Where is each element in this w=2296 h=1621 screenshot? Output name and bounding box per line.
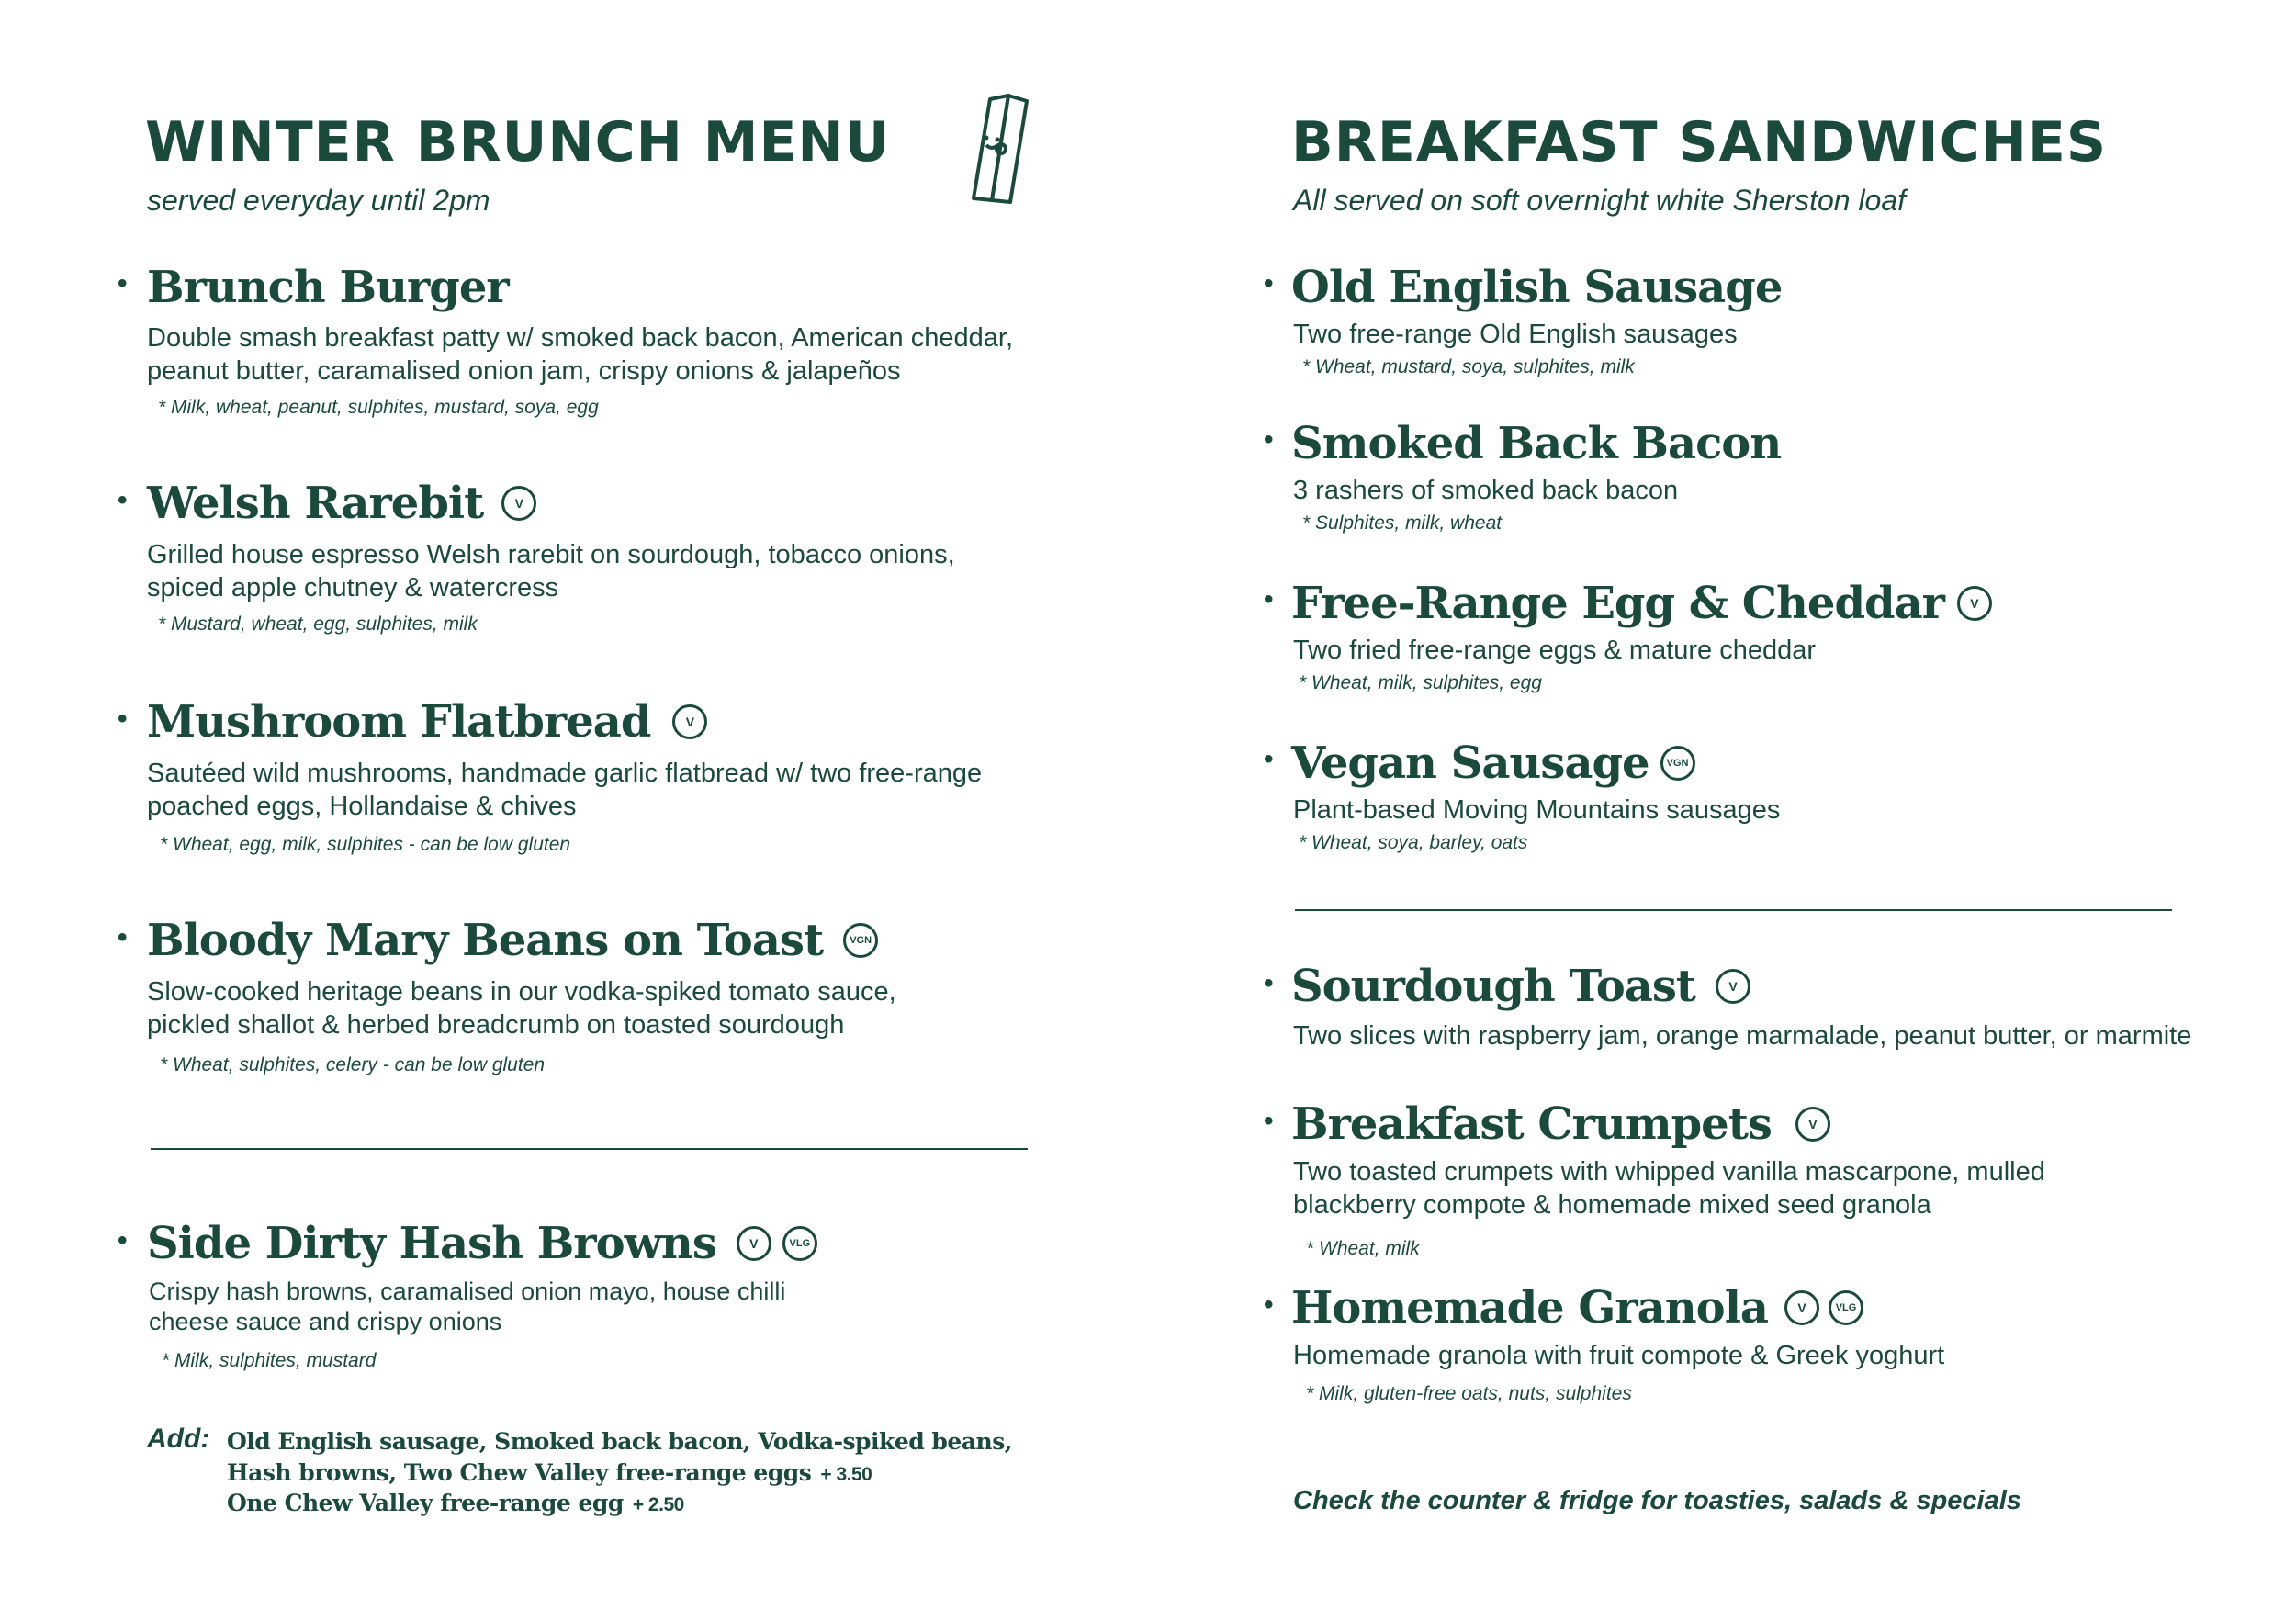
bullet: • bbox=[118, 485, 128, 515]
item-allergens: * Wheat, egg, milk, sulphites - can be low gluten bbox=[160, 834, 571, 855]
vegetarian-badge-icon: V bbox=[1716, 969, 1750, 1004]
item-name: Free-Range Egg & Cheddar V bbox=[1291, 578, 1992, 629]
bullet: • bbox=[118, 268, 128, 298]
vegetarian-badge-icon: V bbox=[737, 1226, 771, 1261]
item-name: Bloody Mary Beans on Toast VGN bbox=[147, 915, 878, 966]
item-allergens: * Milk, sulphites, mustard bbox=[162, 1350, 377, 1371]
add-label: Add: bbox=[147, 1424, 210, 1454]
add-line-3: One Chew Valley free-range egg + 2.50 bbox=[227, 1490, 684, 1516]
vegetarian-badge-icon: V bbox=[672, 704, 707, 739]
vegan-badge-icon: VGN bbox=[1660, 746, 1695, 781]
item-allergens: * Wheat, mustard, soya, sulphites, milk bbox=[1302, 356, 1635, 377]
bullet: • bbox=[118, 922, 128, 952]
item-allergens: * Milk, wheat, peanut, sulphites, mustard, soya, egg bbox=[158, 397, 599, 418]
item-description: Slow-cooked heritage beans in our vodka-spiked tomato sauce, pickled shallot & herbed breadcrumb on toasted sourdough bbox=[147, 977, 896, 1040]
item-description: Grilled house espresso Welsh rarebit on sourdough, tobacco onions, spiced apple chutney & watercress bbox=[147, 540, 955, 602]
add-line-2: Hash browns, Two Chew Valley free-range eggs + 3.50 bbox=[227, 1459, 872, 1486]
item-description: 3 rashers of smoked back bacon bbox=[1293, 476, 1679, 505]
item-name: Mushroom Flatbread V bbox=[147, 696, 707, 748]
item-description: Crispy hash browns, caramalised onion mayo, house chilli cheese sauce and crispy onions bbox=[149, 1278, 786, 1335]
item-name: Side Dirty Hash Browns V VLG bbox=[147, 1218, 817, 1269]
bullet: • bbox=[1264, 1289, 1274, 1320]
vegetarian-badge-icon: V bbox=[1957, 586, 1992, 621]
item-description: Homemade granola with fruit compote & Greek yoghurt bbox=[1293, 1341, 1945, 1370]
right-menu-title: BREAKFAST SANDWICHES bbox=[1291, 110, 2108, 174]
counter-footnote: Check the counter & fridge for toasties, salads & specials bbox=[1293, 1486, 2021, 1515]
item-name: Old English Sausage bbox=[1291, 262, 1783, 313]
item-name: Brunch Burger bbox=[147, 262, 509, 313]
item-description: Two fried free-range eggs & mature cheddar bbox=[1293, 636, 1817, 665]
item-allergens: * Wheat, sulphites, celery - can be low gluten bbox=[160, 1054, 546, 1075]
bullet: • bbox=[118, 1225, 128, 1255]
vlg-badge-icon: VLG bbox=[782, 1226, 817, 1261]
item-allergens: * Milk, gluten-free oats, nuts, sulphites bbox=[1306, 1383, 1632, 1404]
bullet: • bbox=[1264, 744, 1274, 774]
bullet: • bbox=[1264, 1106, 1274, 1136]
item-description: Two toasted crumpets with whipped vanilla mascarpone, mulled blackberry compote & homemade mixed seed granola bbox=[1293, 1157, 2045, 1220]
item-description: Two free-range Old English sausages bbox=[1293, 320, 1738, 349]
item-name: Smoked Back Bacon bbox=[1291, 418, 1782, 469]
bullet: • bbox=[1264, 968, 1274, 998]
item-allergens: * Sulphites, milk, wheat bbox=[1302, 512, 1503, 534]
item-allergens: * Wheat, milk, sulphites, egg bbox=[1299, 672, 1542, 693]
item-description: Two slices with raspberry jam, orange marmalade, peanut butter, or marmite bbox=[1293, 1021, 2192, 1051]
clothespin-icon bbox=[962, 92, 1045, 211]
vegetarian-badge-icon: V bbox=[1784, 1290, 1819, 1325]
item-description: Sautéed wild mushrooms, handmade garlic flatbread w/ two free-range poached eggs, Hollandaise & chives bbox=[147, 759, 983, 821]
left-menu-title: WINTER BRUNCH MENU bbox=[145, 110, 891, 174]
right-menu-subtitle: All served on soft overnight white Sherston loaf bbox=[1293, 184, 1907, 217]
item-name: Sourdough Toast V bbox=[1291, 961, 1750, 1012]
item-name: Breakfast Crumpets V bbox=[1291, 1098, 1830, 1150]
item-allergens: * Wheat, soya, barley, oats bbox=[1299, 832, 1528, 853]
item-name: Welsh Rarebit V bbox=[147, 478, 536, 529]
item-description: Double smash breakfast patty w/ smoked back bacon, American cheddar, peanut butter, caramalised onion jam, crispy onions & jalapeños bbox=[147, 323, 1013, 386]
left-divider bbox=[151, 1148, 1028, 1150]
vegan-badge-icon: VGN bbox=[843, 923, 878, 958]
item-name: Homemade Granola V VLG bbox=[1291, 1282, 1863, 1334]
add-line-1: Old English sausage, Smoked back bacon, Vodka-spiked beans, bbox=[227, 1428, 1012, 1455]
vegetarian-badge-icon: V bbox=[1795, 1107, 1830, 1142]
vlg-badge-icon: VLG bbox=[1829, 1290, 1863, 1325]
right-divider bbox=[1295, 909, 2172, 911]
item-description: Plant-based Moving Mountains sausages bbox=[1293, 795, 1781, 825]
bullet: • bbox=[1264, 584, 1274, 614]
left-menu-subtitle: served everyday until 2pm bbox=[147, 184, 490, 217]
bullet: • bbox=[1264, 424, 1274, 455]
bullet: • bbox=[1264, 268, 1274, 298]
item-allergens: * Wheat, milk bbox=[1306, 1238, 1420, 1259]
bullet: • bbox=[118, 704, 128, 734]
item-allergens: * Mustard, wheat, egg, sulphites, milk bbox=[158, 614, 478, 635]
vegetarian-badge-icon: V bbox=[501, 486, 536, 521]
item-name: Vegan Sausage VGN bbox=[1291, 737, 1695, 789]
